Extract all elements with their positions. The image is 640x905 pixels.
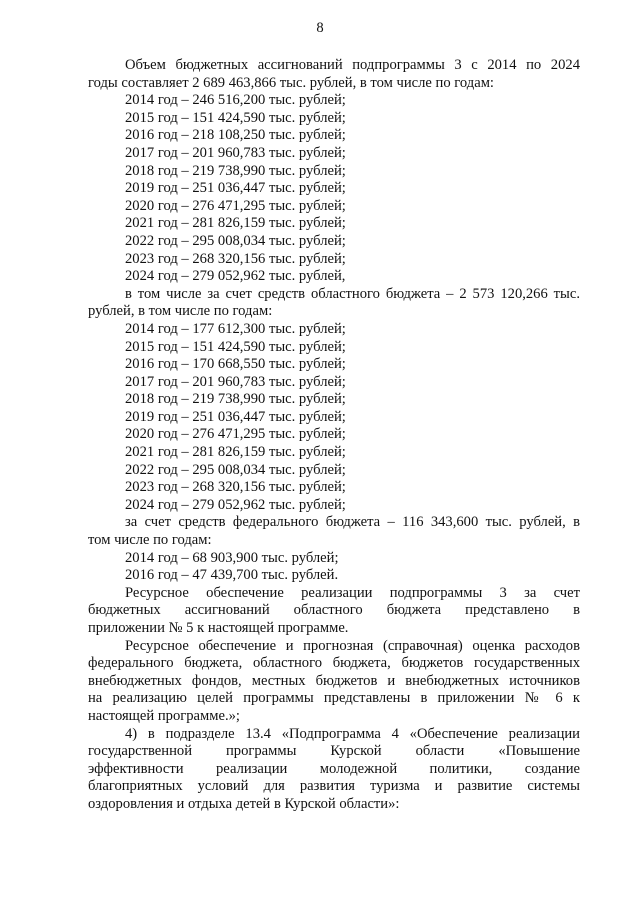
total-year-2023: 2023 год – 268 320,156 тыс. рублей; — [125, 250, 346, 267]
item4-line-5: оздоровления и отдыха детей в Курской области»: — [88, 795, 400, 812]
regional-line-1: в том числе за счет средств областного бюджета – 2 573 120,266 тыс. — [125, 285, 580, 302]
resource-line-2: бюджетных ассигнований областного бюджета представлено в — [88, 602, 580, 619]
total-year-2015: 2015 год – 151 424,590 тыс. рублей; — [125, 109, 346, 126]
forecast-line-5: настоящей программе.»; — [88, 707, 240, 724]
regional-year-2014: 2014 год – 177 612,300 тыс. рублей; — [125, 320, 346, 337]
total-year-2019: 2019 год – 251 036,447 тыс. рублей; — [125, 180, 346, 197]
item4-line-4: благоприятных условий для развития туризма и развитие системы — [88, 778, 580, 795]
total-year-2022: 2022 год – 295 008,034 тыс. рублей; — [125, 232, 346, 249]
regional-by-year-list — [88, 321, 580, 515]
item4-paragraph — [88, 726, 580, 814]
regional-year-2023: 2023 год – 268 320,156 тыс. рублей; — [125, 479, 346, 496]
resource-line-3: приложении № 5 к настоящей программе. — [88, 620, 349, 636]
forecast-line-1: Ресурсное обеспечение и прогнозная (справочная) оценка расходов — [125, 637, 580, 654]
intro-line-2: годы составляет 2 689 463,866 тыс. рублей, в том числе по годам: — [88, 74, 494, 91]
resource-line-1: Ресурсное обеспечение реализации подпрограммы 3 за счет — [125, 584, 580, 601]
regional-year-2019: 2019 год – 251 036,447 тыс. рублей; — [125, 408, 346, 425]
total-by-year-list — [88, 92, 580, 286]
item4-line-1: 4) в подразделе 13.4 «Подпрограмма 4 «Обеспечение реализации — [125, 725, 580, 742]
resource-paragraph — [88, 585, 580, 638]
forecast-line-4: на реализацию целей программы представлены в приложении № 6 к — [88, 690, 580, 707]
federal-year-2014: 2014 год – 68 903,900 тыс. рублей; — [125, 549, 339, 566]
regional-year-2022: 2022 год – 295 008,034 тыс. рублей; — [125, 461, 346, 478]
forecast-line-3: внебюджетных фондов, местных бюджетов и внебюджетных источников — [88, 672, 580, 689]
total-year-2021: 2021 год – 281 826,159 тыс. рублей; — [125, 215, 346, 232]
item4-line-3: эффективности реализации молодежной политики, создание — [88, 760, 580, 777]
total-year-2020: 2020 год – 276 471,295 тыс. рублей; — [125, 197, 346, 214]
intro-line-1: Объем бюджетных ассигнований подпрограммы 3 с 2014 по 2024 — [125, 57, 580, 73]
regional-year-2016: 2016 год – 170 668,550 тыс. рублей; — [125, 356, 346, 373]
total-year-2018: 2018 год – 219 738,990 тыс. рублей; — [125, 162, 346, 179]
total-year-2024: 2024 год – 279 052,962 тыс. рублей, — [125, 268, 346, 285]
regional-year-2017: 2017 год – 201 960,783 тыс. рублей; — [125, 373, 346, 390]
item4-line-2: государственной программы Курской области «Повышение — [88, 743, 580, 760]
regional-year-2018: 2018 год – 219 738,990 тыс. рублей; — [125, 391, 346, 408]
federal-line-1: за счет средств федерального бюджета – 116 343,600 тыс. рублей, в — [125, 514, 580, 531]
total-year-2016: 2016 год – 218 108,250 тыс. рублей; — [125, 127, 346, 144]
federal-line-2: том числе по годам: — [88, 532, 212, 549]
total-year-2014: 2014 год – 246 516,200 тыс. рублей; — [125, 92, 346, 109]
total-year-2017: 2017 год – 201 960,783 тыс. рублей; — [125, 144, 346, 161]
page-number: 8 — [316, 20, 324, 36]
regional-year-2021: 2021 год – 281 826,159 тыс. рублей; — [125, 444, 346, 461]
forecast-line-2: федерального бюджета, областного бюджета, бюджетов государственных — [88, 655, 580, 672]
page-content — [88, 57, 580, 814]
regional-year-2020: 2020 год – 276 471,295 тыс. рублей; — [125, 426, 346, 443]
regional-year-2015: 2015 год – 151 424,590 тыс. рублей; — [125, 338, 346, 355]
federal-year-2016: 2016 год – 47 439,700 тыс. рублей. — [125, 567, 339, 584]
regional-line-2: рублей, в том числе по годам: — [88, 303, 273, 320]
forecast-paragraph — [88, 638, 580, 726]
regional-year-2024: 2024 год – 279 052,962 тыс. рублей; — [125, 496, 346, 513]
